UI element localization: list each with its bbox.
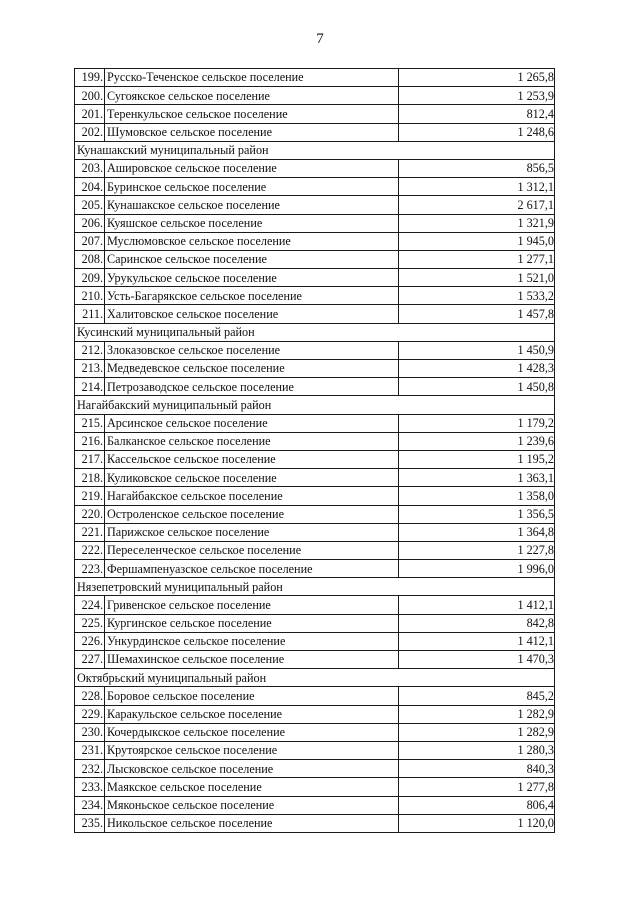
table-row xyxy=(75,814,555,832)
row-number: 215. xyxy=(75,414,105,432)
row-number: 233. xyxy=(75,778,105,796)
value-cell xyxy=(399,723,555,741)
table-row xyxy=(75,414,555,432)
settlement-name: Саринское сельское поселение xyxy=(105,250,399,268)
table-row xyxy=(75,196,555,214)
settlement-name: Мяконьское сельское поселение xyxy=(105,796,399,814)
value: 1 227,8 xyxy=(517,543,554,558)
value: 1 533,2 xyxy=(517,288,554,303)
settlement-name: Фершампенуазское сельское поселение xyxy=(105,560,399,578)
table-row xyxy=(75,287,555,305)
value: 1 265,8 xyxy=(517,70,554,85)
value-cell xyxy=(399,269,555,287)
value-cell xyxy=(399,760,555,778)
table-row xyxy=(75,178,555,196)
value-cell xyxy=(399,196,555,214)
settlement-name: Медведевское сельское поселение xyxy=(105,360,399,378)
table-row xyxy=(75,159,555,177)
value: 1 996,0 xyxy=(517,561,554,576)
value: 1 248,6 xyxy=(517,125,554,140)
table-row xyxy=(75,614,555,632)
row-number: 225. xyxy=(75,614,105,632)
value: 1 521,0 xyxy=(517,270,554,285)
table-body xyxy=(75,69,555,833)
value-cell xyxy=(399,505,555,523)
value: 1 457,8 xyxy=(517,306,554,321)
value-cell xyxy=(399,178,555,196)
row-number: 224. xyxy=(75,596,105,614)
section-title: Кусинский муниципальный район xyxy=(75,323,555,341)
value: 1 412,1 xyxy=(517,634,554,649)
value: 1 412,1 xyxy=(517,597,554,612)
settlement-name: Балканское сельское поселение xyxy=(105,432,399,450)
row-number: 221. xyxy=(75,523,105,541)
settlement-name: Никольское сельское поселение xyxy=(105,814,399,832)
row-number: 201. xyxy=(75,105,105,123)
settlement-name: Гривенское сельское поселение xyxy=(105,596,399,614)
row-number: 222. xyxy=(75,541,105,559)
value: 1 253,9 xyxy=(517,88,554,103)
value-cell xyxy=(399,651,555,669)
row-number: 234. xyxy=(75,796,105,814)
row-number: 205. xyxy=(75,196,105,214)
row-number: 227. xyxy=(75,651,105,669)
settlement-name: Русско-Теченское сельское поселение xyxy=(105,69,399,87)
settlements-table xyxy=(74,68,555,833)
table-row xyxy=(75,651,555,669)
table-row xyxy=(75,432,555,450)
row-number: 206. xyxy=(75,214,105,232)
value-cell xyxy=(399,123,555,141)
table-row xyxy=(75,523,555,541)
row-number: 217. xyxy=(75,450,105,468)
section-title: Октябрьский муниципальный район xyxy=(75,669,555,687)
table-row xyxy=(75,378,555,396)
row-number: 212. xyxy=(75,341,105,359)
settlement-name: Буринское сельское поселение xyxy=(105,178,399,196)
value: 1 179,2 xyxy=(517,416,554,431)
row-number: 211. xyxy=(75,305,105,323)
value: 1 277,8 xyxy=(517,779,554,794)
value-cell xyxy=(399,341,555,359)
settlement-name: Арсинское сельское поселение xyxy=(105,414,399,432)
row-number: 204. xyxy=(75,178,105,196)
value-cell xyxy=(399,705,555,723)
section-title: Кунашакский муниципальный район xyxy=(75,141,555,159)
value-cell xyxy=(399,778,555,796)
value-cell xyxy=(399,414,555,432)
row-number: 200. xyxy=(75,87,105,105)
value-cell xyxy=(399,596,555,614)
row-number: 214. xyxy=(75,378,105,396)
value: 1 195,2 xyxy=(517,452,554,467)
value: 1 356,5 xyxy=(517,506,554,521)
table-row xyxy=(75,305,555,323)
value-cell xyxy=(399,614,555,632)
row-number: 230. xyxy=(75,723,105,741)
section-row xyxy=(75,141,555,159)
row-number: 218. xyxy=(75,469,105,487)
section-row xyxy=(75,578,555,596)
row-number: 219. xyxy=(75,487,105,505)
value: 840,3 xyxy=(526,761,554,776)
section-row xyxy=(75,323,555,341)
value-cell xyxy=(399,432,555,450)
value-cell xyxy=(399,232,555,250)
table-row xyxy=(75,741,555,759)
value-cell xyxy=(399,523,555,541)
value-cell xyxy=(399,469,555,487)
settlement-name: Кургинское сельское поселение xyxy=(105,614,399,632)
table-row xyxy=(75,87,555,105)
value-cell xyxy=(399,214,555,232)
value: 1 363,1 xyxy=(517,470,554,485)
settlement-name: Петрозаводское сельское поселение xyxy=(105,378,399,396)
table-row xyxy=(75,469,555,487)
settlement-name: Кочердыкское сельское поселение xyxy=(105,723,399,741)
settlement-name: Шемахинское сельское поселение xyxy=(105,651,399,669)
table-row xyxy=(75,450,555,468)
table-row xyxy=(75,505,555,523)
row-number: 231. xyxy=(75,741,105,759)
settlement-name: Боровое сельское поселение xyxy=(105,687,399,705)
table-row xyxy=(75,250,555,268)
value-cell xyxy=(399,814,555,832)
value: 1 280,3 xyxy=(517,743,554,758)
row-number: 210. xyxy=(75,287,105,305)
settlement-name: Злоказовское сельское поселение xyxy=(105,341,399,359)
value: 1 364,8 xyxy=(517,525,554,540)
value: 856,5 xyxy=(526,161,554,176)
row-number: 202. xyxy=(75,123,105,141)
value-cell xyxy=(399,159,555,177)
value: 1 470,3 xyxy=(517,652,554,667)
value: 1 945,0 xyxy=(517,234,554,249)
value-cell xyxy=(399,360,555,378)
row-number: 235. xyxy=(75,814,105,832)
value-cell xyxy=(399,305,555,323)
value: 845,2 xyxy=(526,688,554,703)
value: 1 282,9 xyxy=(517,707,554,722)
value-cell xyxy=(399,687,555,705)
section-title: Нагайбакский муниципальный район xyxy=(75,396,555,414)
settlement-name: Нагайбакское сельское поселение xyxy=(105,487,399,505)
section-title: Нязепетровский муниципальный район xyxy=(75,578,555,596)
value: 842,8 xyxy=(526,616,554,631)
settlement-name: Кассельское сельское поселение xyxy=(105,450,399,468)
value: 1 282,9 xyxy=(517,725,554,740)
table-row xyxy=(75,541,555,559)
table-row xyxy=(75,596,555,614)
settlement-name: Крутоярское сельское поселение xyxy=(105,741,399,759)
settlement-name: Куяшское сельское поселение xyxy=(105,214,399,232)
table-row xyxy=(75,778,555,796)
settlement-name: Усть-Багарякское сельское поселение xyxy=(105,287,399,305)
settlement-name: Халитовское сельское поселение xyxy=(105,305,399,323)
table-row xyxy=(75,705,555,723)
value-cell xyxy=(399,541,555,559)
table-row xyxy=(75,632,555,650)
settlement-name: Урукульское сельское поселение xyxy=(105,269,399,287)
row-number: 209. xyxy=(75,269,105,287)
value: 1 277,1 xyxy=(517,252,554,267)
value: 1 312,1 xyxy=(517,179,554,194)
value-cell xyxy=(399,69,555,87)
value: 812,4 xyxy=(526,106,554,121)
value: 1 321,9 xyxy=(517,215,554,230)
table-row xyxy=(75,123,555,141)
row-number: 208. xyxy=(75,250,105,268)
row-number: 232. xyxy=(75,760,105,778)
settlement-name: Лысковское сельское поселение xyxy=(105,760,399,778)
settlement-name: Теренкульское сельское поселение xyxy=(105,105,399,123)
value: 1 358,0 xyxy=(517,488,554,503)
page-number: 7 xyxy=(316,31,324,47)
settlement-name: Куликовское сельское поселение xyxy=(105,469,399,487)
value: 2 617,1 xyxy=(517,197,554,212)
value-cell xyxy=(399,450,555,468)
row-number: 207. xyxy=(75,232,105,250)
row-number: 220. xyxy=(75,505,105,523)
value: 1 450,9 xyxy=(517,343,554,358)
value: 1 428,3 xyxy=(517,361,554,376)
row-number: 229. xyxy=(75,705,105,723)
value-cell xyxy=(399,560,555,578)
value: 1 120,0 xyxy=(517,816,554,831)
settlement-name: Сугоякское сельское поселение xyxy=(105,87,399,105)
settlement-name: Ашировское сельское поселение xyxy=(105,159,399,177)
section-row xyxy=(75,396,555,414)
table-row xyxy=(75,105,555,123)
value-cell xyxy=(399,632,555,650)
value-cell xyxy=(399,378,555,396)
settlement-name: Маякское сельское поселение xyxy=(105,778,399,796)
row-number: 213. xyxy=(75,360,105,378)
row-number: 216. xyxy=(75,432,105,450)
settlement-name: Шумовское сельское поселение xyxy=(105,123,399,141)
row-number: 203. xyxy=(75,159,105,177)
section-row xyxy=(75,669,555,687)
table-row xyxy=(75,69,555,87)
settlement-name: Каракульское сельское поселение xyxy=(105,705,399,723)
table-row xyxy=(75,341,555,359)
value-cell xyxy=(399,105,555,123)
value-cell xyxy=(399,287,555,305)
table-row xyxy=(75,723,555,741)
row-number: 223. xyxy=(75,560,105,578)
table-row xyxy=(75,796,555,814)
table-row xyxy=(75,487,555,505)
row-number: 226. xyxy=(75,632,105,650)
value-cell xyxy=(399,487,555,505)
table-row xyxy=(75,760,555,778)
value-cell xyxy=(399,741,555,759)
table-row xyxy=(75,560,555,578)
value-cell xyxy=(399,250,555,268)
table-row xyxy=(75,687,555,705)
row-number: 228. xyxy=(75,687,105,705)
settlement-name: Ункурдинское сельское поселение xyxy=(105,632,399,650)
table-row xyxy=(75,269,555,287)
value: 1 239,6 xyxy=(517,434,554,449)
settlement-name: Кунашакское сельское поселение xyxy=(105,196,399,214)
table-row xyxy=(75,360,555,378)
value: 806,4 xyxy=(526,797,554,812)
settlement-name: Муслюмовское сельское поселение xyxy=(105,232,399,250)
row-number: 199. xyxy=(75,69,105,87)
settlement-name: Переселенческое сельское поселение xyxy=(105,541,399,559)
table-row xyxy=(75,232,555,250)
table-row xyxy=(75,214,555,232)
settlement-name: Парижское сельское поселение xyxy=(105,523,399,541)
settlement-name: Остроленское сельское поселение xyxy=(105,505,399,523)
value-cell xyxy=(399,87,555,105)
value: 1 450,8 xyxy=(517,379,554,394)
value-cell xyxy=(399,796,555,814)
